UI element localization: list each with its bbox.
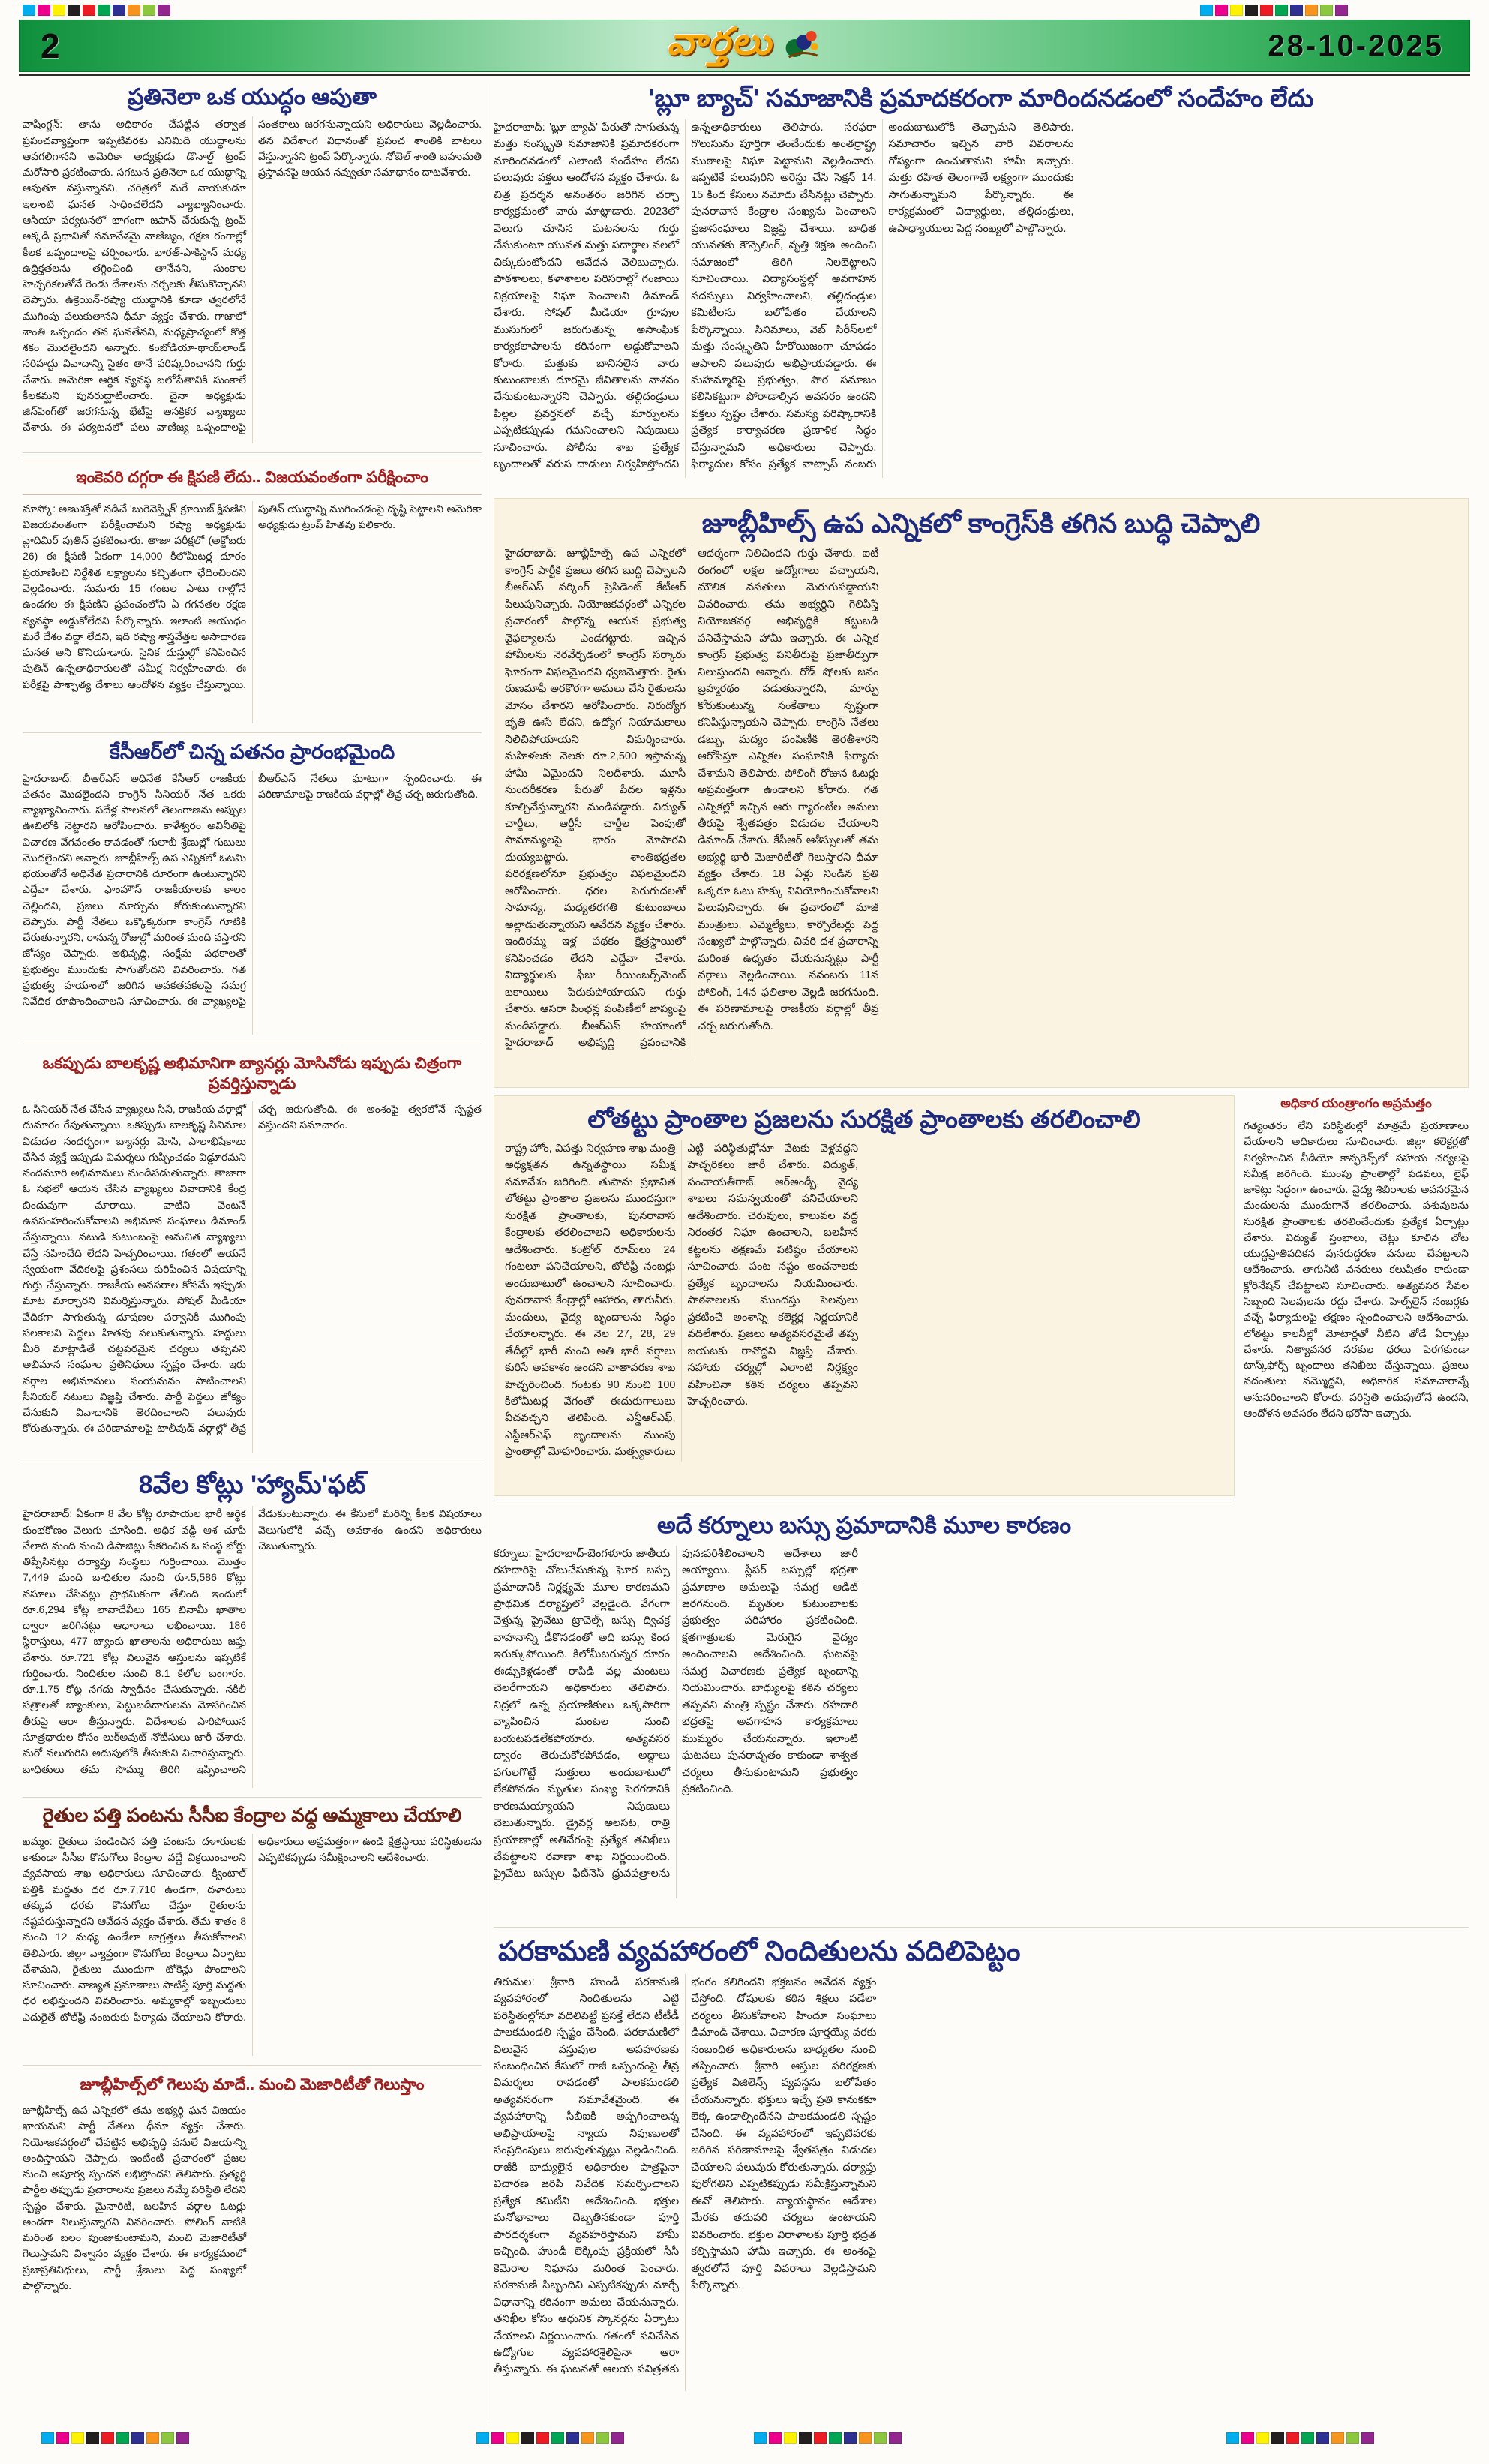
article-body: రాష్ట్ర హోం, విపత్తు నిర్వహణ శాఖ మంత్రి అధ్యక్షతన ఉన్నతస్థాయి సమీక్ష సమావేశం జరిగింది. తుపాను ప్రభావిత లోతట్టు ప్రాంతాల ప్రజలను ముందస్తుగా సురక్షిత ప్రాంతాలకు, పునరావాస కేంద్రాలకు తరలించాలని అధికారులను ఆదేశించారు. కంట్రోల్ రూమ్‌లు 24 గంటలూ పనిచేయాలని, టోల్‌ఫ్రీ నంబర్లు అందుబాటులో ఉంచాలని సూచించారు. పునరావాస కేంద్రాల్లో ఆహారం, తాగునీరు, మందులు, వైద్య బృందాలను సిద్ధం చేయాలన్నారు. ఈ నెల 27, 28, 29 తేదీల్లో భారీ నుంచి అతి భారీ వర్షాలు కురిసే అవకాశం ఉందని వాతావరణ శాఖ హెచ్చరించింది. గంటకు 90 నుంచి 100 కిలోమీటర్ల వేగంతో ఈదురుగాలులు వీచవచ్చని తెలిపింది. ఎన్డీఆర్ఎఫ్, ఎస్డీఆర్ఎఫ్ బృందాలను ముంపు ప్రాంతాల్లో మోహరించారు. మత్స్యకారులు ఎట్టి పరిస్థితుల్లోనూ వేటకు వెళ్లవద్దని హెచ్చరికలు జారీ చేశారు. విద్యుత్, పంచాయతీరాజ్, ఆర్అండ్బీ, వైద్య శాఖలు సమన్వయంతో పనిచేయాలని ఆదేశించారు. చెరువులు, కాలువల వద్ద నిరంతర నిఘా ఉంచాలని, బలహీన కట్టలను తక్షణమే పటిష్ఠం చేయాలని సూచించారు. పంట నష్టం అంచనాలకు ప్రత్యేక బృందాలను నియమించారు. పాఠశాలలకు ముందస్తు సెలవులు ప్రకటించే అంశాన్ని కలెక్టర్ల నిర్ణయానికి వదిలేశారు. ప్రజలు అత్యవసరమైతే తప్ప బయటకు రావొద్దని విజ్ఞప్తి చేశారు. సహాయ చర్యల్లో ఎలాంటి నిర్లక్ష్యం వహించినా కఠిన చర్యలు తప్పవని హెచ్చరించారు. bbox=[505, 1142, 858, 1459]
headline-cotton: రైతుల పత్తి పంటను సీసీఐ కేంద్రాల వద్ద అమ్మకాలు చేయాలి bbox=[42, 1805, 462, 1827]
registration-marks-bottom-1 bbox=[41, 2432, 189, 2444]
subhead-fan: ఒకప్పుడు బాలకృష్ణ అభిమానిగా బ్యానర్లు మోసినోడు ఇప్పుడు చిత్రంగా ప్రవర్తిస్తున్నాడు bbox=[42, 1054, 462, 1092]
page-number: 2 bbox=[41, 26, 60, 65]
article-war bbox=[23, 84, 482, 443]
left-column bbox=[23, 84, 482, 2425]
registration-marks-bottom-3 bbox=[754, 2432, 902, 2444]
article-jubilee-win bbox=[23, 2065, 482, 2299]
registration-marks-bottom-4 bbox=[1226, 2432, 1374, 2444]
subhead-jubilee-win: జూబ్లీహిల్స్‌లో గెలుపు మాదే.. మంచి మెజారిటీతో గెలుస్తాం bbox=[80, 2075, 425, 2093]
article-body: హైదరాబాద్: జూబ్లీహిల్స్ ఉప ఎన్నికలో కాంగ్రెస్ పార్టీకి ప్రజలు తగిన బుద్ధి చెప్పాలని బీఆర్ఎస్ వర్కింగ్ ప్రెసిడెంట్ కేటీఆర్ పిలుపునిచ్చారు. నియోజకవర్గంలో ఎన్నికల ప్రచారంలో పాల్గొన్న ఆయన ప్రభుత్వ వైఫల్యాలను ఎండగట్టారు. ఇచ్చిన హామీలను నెరవేర్చడంలో కాంగ్రెస్ సర్కారు ఘోరంగా విఫలమైందని ధ్వజమెత్తారు. రైతు రుణమాఫీ అరకొరగా అమలు చేసి రైతులను మోసం చేశారని ఆరోపించారు. నిరుద్యోగ భృతి ఊసే లేదని, ఉద్యోగ నియామకాలు నిలిచిపోయాయని విమర్శించారు. మహిళలకు నెలకు రూ.2,500 ఇస్తామన్న హామీ ఏమైందని నిలదీశారు. మూసీ సుందరీకరణ పేరుతో పేదల ఇళ్లను కూల్చివేస్తున్నారని మండిపడ్డారు. విద్యుత్ చార్జీలు, ఆర్టీసీ చార్జీల పెంపుతో సామాన్యులపై భారం మోపారని దుయ్యబట్టారు. శాంతిభద్రతల పరిరక్షణలోనూ ప్రభుత్వం విఫలమైందని ఆరోపించారు. ధరల పెరుగుదలతో సామాన్య, మధ్యతరగతి కుటుంబాలు అల్లాడుతున్నాయని ఆవేదన వ్యక్తం చేశారు. ఇందిరమ్మ ఇళ్ల పథకం క్షేత్రస్థాయిలో కనిపించడం లేదని ఎద్దేవా చేశారు. విద్యార్థులకు ఫీజు రీయింబర్స్‌మెంట్ బకాయిలు పేరుకుపోయాయని గుర్తు చేశారు. ఆసరా పింఛన్ల పంపిణీలో జాప్యంపై మండిపడ్డారు. బీఆర్ఎస్ హయాంలో హైదరాబాద్ అభివృద్ధి ప్రపంచానికి ఆదర్శంగా నిలిచిందని గుర్తు చేశారు. ఐటీ రంగంలో లక్షల ఉద్యోగాలు వచ్చాయని, మౌలిక వసతులు మెరుగుపడ్డాయని వివరించారు. తమ అభ్యర్థిని గెలిపిస్తే నియోజకవర్గ అభివృద్ధికి కట్టుబడి పనిచేస్తామని హామీ ఇచ్చారు. ఈ ఎన్నిక కాంగ్రెస్ ప్రభుత్వ పనితీరుపై ప్రజాతీర్పుగా నిలుస్తుందని అన్నారు. రోడ్ షోలకు జనం బ్రహ్మరథం పడుతున్నారని, మార్పు కోరుకుంటున్న సంకేతాలు స్పష్టంగా కనిపిస్తున్నాయని చెప్పారు. కాంగ్రెస్ నేతలు డబ్బు, మద్యం పంపిణీకి తెరతీశారని ఆరోపిస్తూ ఎన్నికల సంఘానికి ఫిర్యాదు చేశామని తెలిపారు. పోలింగ్ రోజున ఓటర్లు అప్రమత్తంగా ఉండాలని కోరారు. గత ఎన్నికల్లో ఇచ్చిన ఆరు గ్యారంటీల అమలు తీరుపై శ్వేతపత్రం విడుదల చేయాలని డిమాండ్ చేశారు. కేసీఆర్ ఆశీస్సులతో తమ అభ్యర్థి భారీ మెజారిటీతో గెలుస్తారని ధీమా వ్యక్తం చేశారు. 18 ఏళ్లు నిండిన ప్రతి ఒక్కరూ ఓటు హక్కు వినియోగించుకోవాలని పిలుపునిచ్చారు. ఈ ప్రచారంలో మాజీ మంత్రులు, ఎమ్మెల్యేలు, కార్పొరేటర్లు పెద్ద సంఖ్యలో పాల్గొన్నారు. చివరి దశ ప్రచారాన్ని మరింత ఉధృతం చేయనున్నట్లు పార్టీ వర్గాలు వెల్లడించాయి. నవంబరు 11న పోలింగ్, 14న ఫలితాల వెల్లడి జరగనుంది. ఈ పరిణామాలపై రాజకీయ వర్గాల్లో తీవ్ర చర్చ జరుగుతోంది. bbox=[505, 548, 879, 1050]
article-body: హైదరాబాద్: బీఆర్ఎస్ అధినేత కేసీఆర్ రాజకీయ పతనం మొదలైందని కాంగ్రెస్ సీనియర్ నేత ఒకరు వ్యాఖ్యానించారు. పదేళ్ల పాలనలో తెలంగాణను అప్పుల ఊబిలోకి నెట్టారని ఆరోపించారు. కాళేశ్వరం అవినీతిపై విచారణ వేగవంతం కావడంతో గులాబీ శ్రేణుల్లో గుబులు మొదలైందని అన్నారు. జూబ్లీహిల్స్ ఉప ఎన్నికలో ఓటమి భయంతోనే అధినేత ప్రచారానికి దూరంగా ఉంటున్నారని ఎద్దేవా చేశారు. ఫాంహౌస్ రాజకీయాలకు కాలం చెల్లిందని, ప్రజలు మార్పును కోరుకుంటున్నారని చెప్పారు. పార్టీ నేతలు ఒక్కొక్కరుగా కాంగ్రెస్ గూటికి చేరుతున్నారని, రానున్న రోజుల్లో మరింత మంది వస్తారని జోస్యం చెప్పారు. అభివృద్ధి, సంక్షేమ పథకాలతో ప్రభుత్వం ముందుకు సాగుతోందని వివరించారు. గత ప్రభుత్వ హయాంలో జరిగిన అవకతవకలపై సమగ్ర నివేదిక రూపొందించాలని సూచించారు. ఈ వ్యాఖ్యలపై బీఆర్ఎస్ నేతలు ఘాటుగా స్పందించారు. ఈ పరిణామాలపై రాజకీయ వర్గాల్లో తీవ్ర చర్చ జరుగుతోంది. bbox=[23, 771, 482, 1008]
article-body: వాషింగ్టన్: తాను అధికారం చేపట్టిన తర్వాత ప్రపంచవ్యాప్తంగా ఇప్పటివరకు ఎనిమిది యుద్ధాలను ఆపగలిగానని అమెరికా అధ్యక్షుడు డొనాల్డ్ ట్రంప్ మరోసారి ప్రకటించారు. సగటున ప్రతినెలా ఒక యుద్ధాన్ని ఆపుతూ వస్తున్నానని, చరిత్రలో మరే నాయకుడూ ఇలాంటి ఘనత సాధించలేదని వ్యాఖ్యానించారు. ఆసియా పర్యటనలో భాగంగా జపాన్ చేరుకున్న ట్రంప్ అక్కడి ప్రధానితో సమావేశమై వాణిజ్యం, రక్షణ రంగాల్లో కీలక ఒప్పందాలపై చర్చించారు. భారత్-పాకిస్థాన్ మధ్య ఉద్రిక్తతలను తగ్గించింది తానేనని, సుంకాల హెచ్చరికలతోనే రెండు దేశాలను చర్చలకు తీసుకొచ్చానని చెప్పారు. ఉక్రెయిన్-రష్యా యుద్ధానికి కూడా త్వరలోనే ముగింపు పలుకుతానని ధీమా వ్యక్తం చేశారు. గాజాలో శాంతి ఒప్పందం తన ఘనతేనని, మధ్యప్రాచ్యంలో కొత్త శకం మొదలైందని అన్నారు. కంబోడియా-థాయ్‌లాండ్ సరిహద్దు వివాదాన్ని సైతం తానే పరిష్కరించానని గుర్తు చేశారు. అమెరికా ఆర్థిక వ్యవస్థ బలోపేతానికి సుంకాలే కీలకమని పునరుద్ఘాటించారు. చైనా అధ్యక్షుడు జిన్‌పింగ్‌తో జరగనున్న భేటీపై ఆసక్తికర వ్యాఖ్యలు చేశారు. ఈ పర్యటనలో పలు వాణిజ్య ఒప్పందాలపై సంతకాలు జరగనున్నాయని అధికారులు వెల్లడించారు. తన విదేశాంగ విధానంతో ప్రపంచ శాంతికి బాటలు వేస్తున్నానని ట్రంప్ పేర్కొన్నారు. నోబెల్ శాంతి బహుమతి ప్రస్తావనపై ఆయన నవ్వుతూ సమాధానం దాటవేశారు. bbox=[23, 118, 482, 434]
article-scam bbox=[23, 1462, 482, 1788]
side-rail-column bbox=[1244, 1095, 1469, 1916]
headline-blue-batch: 'బ్లూ బ్యాచ్' సమాజానికి ప్రమాదకరంగా మారిందనడంలో సందేహం లేదు bbox=[648, 84, 1314, 112]
article-body: మాస్కో: అణుశక్తితో నడిచే 'బురెవెస్త్నిక్' క్రూయిజ్ క్షిపణిని విజయవంతంగా పరీక్షించామని రష్యా అధ్యక్షుడు వ్లాదిమిర్ పుతిన్ ప్రకటించారు. తాజా పరీక్షలో (అక్టోబరు 26) ఈ క్షిపణి ఏకంగా 14,000 కిలోమీటర్ల దూరం ప్రయాణించి నిర్దేశిత లక్ష్యాలను కచ్చితంగా ఛేదించిందని వెల్లడించారు. సుమారు 15 గంటల పాటు గాల్లోనే ఉండగల ఈ క్షిపణిని ప్రపంచంలోని ఏ గగనతల రక్షణ వ్యవస్థా అడ్డుకోలేదని పేర్కొన్నారు. ఇలాంటి ఆయుధం మరే దేశం వద్దా లేదని, ఇది రష్యా శాస్త్రవేత్తల అసాధారణ ఘనత అని కొనియాడారు. సైనిక దుస్తుల్లో కనిపించిన పుతిన్ ఉన్నతాధికారులతో సమీక్ష నిర్వహించారు. ఈ పరీక్షపై పాశ్చాత్య దేశాలు ఆందోళన వ్యక్తం చేస్తున్నాయి. పుతిన్ యుద్ధాన్ని ముగించడంపై దృష్టి పెట్టాలని అమెరికా అధ్యక్షుడు ట్రంప్ హితవు పలికారు. bbox=[23, 502, 482, 690]
headline-war: ప్రతినెలా ఒక యుద్ధం ఆపుతా bbox=[128, 85, 377, 110]
article-lowland bbox=[494, 1095, 1235, 1496]
registration-marks-top-right bbox=[1200, 5, 1348, 16]
article-kcr bbox=[23, 732, 482, 1035]
article-kurnool bbox=[494, 1504, 1235, 1919]
subhead-rail: అధికార యంత్రాంగం అప్రమత్తం bbox=[1280, 1096, 1432, 1110]
headline-scam: 8వేల కోట్లు 'హ్యామ్'ఫట్ bbox=[138, 1471, 366, 1500]
subhead-missile: ఇంకెవరి దగ్గరా ఈ క్షిపణి లేదు.. విజయవంతంగా పరీక్షించాం bbox=[23, 461, 482, 494]
article-cotton bbox=[23, 1797, 482, 2056]
article-blue-batch bbox=[494, 84, 1469, 491]
headline-parakamani: పరకామణి వ్యవహారంలో నిందితులను వదిలిపెట్టం bbox=[498, 1936, 1021, 1967]
article-jubilee-bypoll bbox=[494, 498, 1469, 1088]
article-parakamani bbox=[494, 1927, 1469, 2416]
issue-date: 28-10-2025 bbox=[1268, 29, 1444, 62]
headline-kurnool: అదే కర్నూలు బస్సు ప్రమాదానికి మూల కారణం bbox=[656, 1512, 1072, 1538]
article-body: గత్యంతరం లేని పరిస్థితుల్లో మాత్రమే ప్రయాణాలు చేయాలని అధికారులు సూచించారు. జిల్లా కలెక్టర్లతో నిర్వహించిన వీడియో కాన్ఫరెన్స్‌లో సహాయ చర్యలపై సమీక్ష జరిగింది. ముంపు ప్రాంతాల్లో పడవలు, లైఫ్ జాకెట్లు సిద్ధంగా ఉంచారు. వైద్య శిబిరాలకు అవసరమైన మందులను ముందుగానే తరలించారు. పశువులను సురక్షిత ప్రాంతాలకు తరలించేందుకు ప్రత్యేక ఏర్పాట్లు చేశారు. విద్యుత్ స్తంభాలు, చెట్లు కూలిన చోట యుద్ధప్రాతిపదికన పునరుద్ధరణ పనులు చేపట్టాలని ఆదేశించారు. తాగునీటి వనరులు కలుషితం కాకుండా క్లోరినేషన్ చేపట్టాలని సూచించారు. అత్యవసర సేవల సిబ్బంది సెలవులను రద్దు చేశారు. హెల్ప్‌లైన్ నంబర్లకు వచ్చే ఫిర్యాదులపై తక్షణం స్పందించాలని ఆదేశించారు. లోతట్టు కాలనీల్లో మోటార్లతో నీటిని తోడే ఏర్పాట్లు చేశారు. నిత్యావసర సరకుల ధరలు పెరగకుండా టాస్క్‌ఫోర్స్ బృందాలు తనిఖీలు చేస్తున్నాయి. ప్రజలు వదంతులు నమ్మొద్దని, అధికారిక సమాచారాన్నే అనుసరించాలని కోరారు. పరిస్థితి అదుపులోనే ఉందని, ఆందోళన అవసరం లేదని భరోసా ఇచ్చారు. bbox=[1244, 1119, 1469, 1419]
masthead-bird-icon bbox=[782, 27, 822, 65]
article-missile bbox=[23, 452, 482, 723]
masthead bbox=[667, 20, 822, 73]
article-body: హైదరాబాద్: ఏకంగా 8 వేల కోట్ల రూపాయల భారీ ఆర్థిక కుంభకోణం వెలుగు చూసింది. అధిక వడ్డీ ఆశ చూపి వేలాది మంది నుంచి డిపాజిట్లు సేకరించిన ఓ సంస్థ బోర్డు తిప్పేసినట్లు దర్యాప్తు సంస్థలు గుర్తించాయి. మొత్తం 7,449 మంది బాధితుల నుంచి రూ.5,586 కోట్లు వసూలు చేసినట్లు ప్రాథమికంగా తేలింది. ఇందులో రూ.6,294 కోట్ల లావాదేవీలు 165 బినామీ ఖాతాల ద్వారా జరిగినట్లు ఆధారాలు లభించాయి. 186 స్థిరాస్తులు, 477 బ్యాంకు ఖాతాలను అధికారులు జప్తు చేశారు. రూ.721 కోట్ల విలువైన ఆస్తులను ఇప్పటికే గుర్తించారు. నిందితుల నుంచి 8.1 కిలోల బంగారం, రూ.1.75 కోట్ల నగదు స్వాధీనం చేసుకున్నారు. నకిలీ పత్రాలతో బ్యాంకులు, పెట్టుబడిదారులను మోసగించిన తీరుపై ఆరా తీస్తున్నారు. విదేశాలకు పారిపోయిన సూత్రధారుల కోసం లుక్అవుట్ నోటీసులు జారీ చేశారు. మరో నలుగురిని అదుపులోకి తీసుకుని విచారిస్తున్నారు. బాధితులు తమ సొమ్ము తిరిగి ఇప్పించాలని వేడుకుంటున్నారు. ఈ కేసులో మరిన్ని కీలక విషయాలు వెలుగులోకి వచ్చే అవకాశం ఉందని అధికారులు చెబుతున్నారు. bbox=[23, 1507, 482, 1775]
article-body: తిరుమల: శ్రీవారి హుండీ పరకామణి వ్యవహారంలో నిందితులను ఎట్టి పరిస్థితుల్లోనూ వదిలిపెట్టే ప్రసక్తే లేదని టీటీడీ పాలకమండలి స్పష్టం చేసింది. పరకామణిలో విలువైన వస్తువుల అపహరణకు సంబంధించిన కేసులో రాజీ ఒప్పందంపై తీవ్ర విమర్శలు రావడంతో పాలకమండలి అత్యవసరంగా సమావేశమైంది. ఈ వ్యవహారాన్ని సీబీఐకి అప్పగించాలన్న అభిప్రాయాలపై న్యాయ నిపుణులతో సంప్రదింపులు జరుపుతున్నట్లు వెల్లడించింది. రాజీకి బాధ్యులైన అధికారుల పాత్రపైనా విచారణ జరిపి నివేదిక సమర్పించాలని ప్రత్యేక కమిటీని ఆదేశించింది. భక్తుల మనోభావాలు దెబ్బతినకుండా పూర్తి పారదర్శకంగా వ్యవహరిస్తామని హామీ ఇచ్చింది. హుండీ లెక్కింపు ప్రక్రియలో సీసీ కెమెరాల నిఘాను మరింత పెంచారు. పరకామణి సిబ్బందిని ఎప్పటికప్పుడు మార్చే విధానాన్ని కఠినంగా అమలు చేయనున్నారు. తనిఖీల కోసం ఆధునిక స్కానర్లను ఏర్పాటు చేయాలని నిర్ణయించారు. గతంలో పనిచేసిన ఉద్యోగుల వ్యవహారశైలిపైనా ఆరా తీస్తున్నారు. ఈ ఘటనతో ఆలయ పవిత్రతకు భంగం కలిగిందని భక్తజనం ఆవేదన వ్యక్తం చేస్తోంది. దోషులకు కఠిన శిక్షలు పడేలా చర్యలు తీసుకోవాలని హిందూ సంఘాలు డిమాండ్ చేశాయి. విచారణ పూర్తయ్యే వరకు సంబంధిత అధికారులను బాధ్యతల నుంచి తప్పించారు. శ్రీవారి ఆస్తుల పరిరక్షణకు ప్రత్యేక విజిలెన్స్ వ్యవస్థను బలోపేతం చేయనున్నారు. భక్తులు ఇచ్చే ప్రతి కానుకకూ లెక్క ఉండాల్సిందేనని పాలకమండలి స్పష్టం చేసింది. ఈ వ్యవహారంలో ఇప్పటివరకు జరిగిన పరిణామాలపై శ్వేతపత్రం విడుదల చేయాలని పలువురు కోరుతున్నారు. దర్యాప్తు పురోగతిని ఎప్పటికప్పుడు సమీక్షిస్తున్నామని ఈవో తెలిపారు. న్యాయస్థానం ఆదేశాల మేరకు తదుపరి చర్యలు ఉంటాయని వివరించారు. భక్తుల విరాళాలకు పూర్తి భద్రత కల్పిస్తామని హామీ ఇచ్చారు. ఈ అంశంపై త్వరలోనే పూర్తి వివరాలు వెల్లడిస్తామని పేర్కొన్నారు. bbox=[494, 1976, 877, 2376]
article-body: హైదరాబాద్: 'బ్లూ బ్యాచ్' పేరుతో సాగుతున్న మత్తు సంస్కృతి సమాజానికి ప్రమాదకరంగా మారిందనడంలో ఎలాంటి సందేహం లేదని పలువురు వక్తలు ఆందోళన వ్యక్తం చేశారు. ఓ చిత్ర ప్రదర్శన అనంతరం జరిగిన చర్చా కార్యక్రమంలో వారు మాట్లాడారు. 2023లో వెలుగు చూసిన ఘటనలను గుర్తు చేసుకుంటూ యువత మత్తు పదార్థాల వలలో చిక్కుకుంటోందని ఆవేదన వెలిబుచ్చారు. పాఠశాలలు, కళాశాలల పరిసరాల్లో గంజాయి విక్రయాలపై నిఘా పెంచాలని డిమాండ్ చేశారు. సోషల్ మీడియా గ్రూపుల ముసుగులో జరుగుతున్న అసాంఘిక కార్యకలాపాలను కఠినంగా అడ్డుకోవాలని కోరారు. మత్తుకు బానిసలైన వారు కుటుంబాలకు దూరమై జీవితాలను నాశనం చేసుకుంటున్నారని చెప్పారు. తల్లిదండ్రులు పిల్లల ప్రవర్తనలో వచ్చే మార్పులను ఎప్పటికప్పుడు గమనించాలని నిపుణులు సూచించారు. పోలీసు శాఖ ప్రత్యేక బృందాలతో వరుస దాడులు నిర్వహిస్తోందని ఉన్నతాధికారులు తెలిపారు. సరఫరా గొలుసును పూర్తిగా తెంచేందుకు అంతర్రాష్ట్ర ముఠాలపై నిఘా పెట్టామని వెల్లడించారు. ఇప్పటికే పలువురిని అరెస్టు చేసి సెక్షన్ 14, 15 కింద కేసులు నమోదు చేసినట్లు చెప్పారు. పునరావాస కేంద్రాల సంఖ్యను పెంచాలని ప్రజాసంఘాలు విజ్ఞప్తి చేశాయి. బాధిత యువతకు కౌన్సెలింగ్, వృత్తి శిక్షణ అందించి సమాజంలో తిరిగి నిలబెట్టాలని సూచించాయి. విద్యాసంస్థల్లో అవగాహన సదస్సులు నిర్వహించాలని, తల్లిదండ్రుల కమిటీలను బలోపేతం చేయాలని పేర్కొన్నాయి. సినిమాలు, వెబ్ సిరీస్‌లలో మత్తు సంస్కృతిని హీరోయిజంగా చూపడం ఆపాలని పలువురు అభిప్రాయపడ్డారు. ఈ మహమ్మారిపై ప్రభుత్వం, పౌర సమాజం కలిసికట్టుగా పోరాడాల్సిన అవసరం ఉందని వక్తలు స్పష్టం చేశారు. సమస్య పరిష్కారానికి ప్రత్యేక కార్యాచరణ ప్రణాళిక సిద్ధం చేస్తున్నామని అధికారులు చెప్పారు. ఫిర్యాదుల కోసం ప్రత్యేక వాట్సాప్ నంబరు అందుబాటులోకి తెచ్చామని తెలిపారు. సమాచారం ఇచ్చిన వారి వివరాలను గోప్యంగా ఉంచుతామని హామీ ఇచ్చారు. మత్తు రహిత తెలంగాణే లక్ష్యంగా ముందుకు సాగుతున్నామని పేర్కొన్నారు. ఈ కార్యక్రమంలో విద్యార్థులు, తల్లిదండ్రులు, ఉపాధ్యాయులు పెద్ద సంఖ్యలో పాల్గొన్నారు. bbox=[494, 121, 1074, 471]
registration-marks-top-left bbox=[23, 5, 170, 16]
header-rule bbox=[19, 74, 1470, 76]
article-body: కర్నూలు: హైదరాబాద్-బెంగళూరు జాతీయ రహదారిపై చోటుచేసుకున్న ఘోర బస్సు ప్రమాదానికి నిర్లక్ష్యమే మూల కారణమని ప్రాథమిక దర్యాప్తులో వెల్లడైంది. వేగంగా వెళ్తున్న ప్రైవేటు ట్రావెల్స్ బస్సు ద్విచక్ర వాహనాన్ని ఢీకొనడంతో అది బస్సు కింద ఇరుక్కుపోయింది. కిలోమీటరున్నర దూరం ఈడ్చుకెళ్లడంతో రాపిడి వల్ల మంటలు చెలరేగాయని అధికారులు తెలిపారు. నిద్రలో ఉన్న ప్రయాణికులు ఒక్కసారిగా వ్యాపించిన మంటల నుంచి బయటపడలేకపోయారు. అత్యవసర ద్వారం తెరుచుకోకపోవడం, అద్దాలు పగులగొట్టే సుత్తులు అందుబాటులో లేకపోవడం మృతుల సంఖ్య పెరగడానికి కారణమయ్యాయని నిపుణులు చెబుతున్నారు. డ్రైవర్ల అలసట, రాత్రి ప్రయాణాల్లో అతివేగంపై ప్రత్యేక తనిఖీలు చేపట్టాలని రవాణా శాఖ నిర్ణయించింది. ప్రైవేటు బస్సుల ఫిట్‌నెస్ ధ్రువపత్రాలను పునఃపరిశీలించాలని ఆదేశాలు జారీ అయ్యాయి. స్లీపర్ బస్సుల్లో భద్రతా ప్రమాణాల అమలుపై సమగ్ర ఆడిట్ జరగనుంది. మృతుల కుటుంబాలకు ప్రభుత్వం పరిహారం ప్రకటించింది. క్షతగాత్రులకు మెరుగైన వైద్యం అందించాలని ఆదేశించింది. ఘటనపై సమగ్ర విచారణకు ప్రత్యేక బృందాన్ని నియమించారు. బాధ్యులపై కఠిన చర్యలు తప్పవని మంత్రి స్పష్టం చేశారు. రహదారి భద్రతపై అవగాహన కార్యక్రమాలు ముమ్మరం చేయనున్నారు. ఇలాంటి ఘటనలు పునరావృతం కాకుండా శాశ్వత చర్యలు తీసుకుంటామని ప్రభుత్వం ప్రకటించింది. bbox=[494, 1547, 858, 1880]
masthead-bar bbox=[19, 20, 1470, 72]
masthead-title: వార్తలు bbox=[667, 20, 773, 62]
article-body: ఓ సీనియర్ నేత చేసిన వ్యాఖ్యలు సినీ, రాజకీయ వర్గాల్లో దుమారం రేపుతున్నాయి. ఒకప్పుడు బాలకృష్ణ సినిమాల విడుదల సందర్భంగా బ్యానర్లు మోసి, పాలాభిషేకాలు చేసిన వ్యక్తే ఇప్పుడు విమర్శలు గుప్పించడం విడ్డూరమని నందమూరి అభిమానులు మండిపడుతున్నారు. తాజాగా ఓ సభలో ఆయన చేసిన వ్యాఖ్యలు వివాదానికి కేంద్ర బిందువుగా మారాయి. వాటిని వెంటనే ఉపసంహరించుకోవాలని అభిమాన సంఘాలు డిమాండ్ చేస్తున్నాయి. నటుడి కుటుంబంపై అనుచిత వ్యాఖ్యలు చేస్తే సహించేది లేదని హెచ్చరించాయి. గతంలో ఆయనే స్వయంగా వేదికలపై ప్రశంసలు కురిపించిన విషయాన్ని గుర్తు చేస్తున్నారు. రాజకీయ అవసరాల కోసమే ఇప్పుడు మాట మార్చారని విమర్శిస్తున్నారు. సోషల్ మీడియా వేదికగా సాగుతున్న దూషణల పర్వానికి ముగింపు పలకాలని పెద్దలు హితవు పలుకుతున్నారు. హద్దులు మీరి మాట్లాడితే చట్టపరమైన చర్యలు తప్పవని అభిమాన సంఘాల ప్రతినిధులు స్పష్టం చేశారు. ఇరు వర్గాల అభిమానులు సంయమనం పాటించాలని సీనియర్ నటులు విజ్ఞప్తి చేశారు. పార్టీ పెద్దలు జోక్యం చేసుకుని వివాదానికి తెరదించాలని పలువురు కోరుతున్నారు. ఈ పరిణామాలపై టాలీవుడ్ వర్గాల్లో తీవ్ర చర్చ జరుగుతోంది. ఈ అంశంపై త్వరలోనే స్పష్టత వస్తుందని సమాచారం. bbox=[23, 1103, 482, 1435]
headline-jubilee-bypoll: జూబ్లీహిల్స్ ఉప ఎన్నికలో కాంగ్రెస్‌కి తగిన బుద్ధి చెప్పాలి bbox=[701, 508, 1261, 539]
registration-marks-bottom-2 bbox=[476, 2432, 624, 2444]
article-body: ఖమ్మం: రైతులు పండించిన పత్తి పంటను దళారులకు కాకుండా సీసీఐ కొనుగోలు కేంద్రాల వద్దే విక్రయించాలని వ్యవసాయ శాఖ అధికారులు సూచించారు. క్వింటాల్ పత్తికి మద్దతు ధర రూ.7,710 ఉండగా, దళారులు తక్కువ ధరకు కొనుగోలు చేస్తూ రైతులను నష్టపరుస్తున్నారని ఆవేదన వ్యక్తం చేశారు. తేమ శాతం 8 నుంచి 12 మధ్య ఉండేలా జాగ్రత్తలు తీసుకోవాలని తెలిపారు. జిల్లా వ్యాప్తంగా కొనుగోలు కేంద్రాలు ఏర్పాటు చేశామని, రైతులు ముందుగా టోకెన్లు పొందాలని సూచించారు. నాణ్యత ప్రమాణాలు పాటిస్తే పూర్తి మద్దతు ధర లభిస్తుందని వివరించారు. అమ్మకాల్లో ఇబ్బందులు ఎదురైతే టోల్‌ఫ్రీ నంబరుకు ఫిర్యాదు చేయాలని కోరారు. అధికారులు అప్రమత్తంగా ఉండి క్షేత్రస్థాయి పరిస్థితులను ఎప్పటికప్పుడు సమీక్షించాలని ఆదేశించారు. bbox=[23, 1834, 482, 2023]
headline-lowland: లోతట్టు ప్రాంతాల ప్రజలను సురక్షిత ప్రాంతాలకు తరలించాలి bbox=[587, 1105, 1141, 1133]
article-fan bbox=[23, 1044, 482, 1453]
headline-kcr: కేసీఆర్‌లో చిన్న పతనం ప్రారంభమైంది bbox=[109, 740, 395, 763]
article-body: జూబ్లీహిల్స్ ఉప ఎన్నికలో తమ అభ్యర్థి ఘన విజయం ఖాయమని పార్టీ నేతలు ధీమా వ్యక్తం చేశారు. నియోజకవర్గంలో చేపట్టిన అభివృద్ధి పనులే విజయాన్ని అందిస్తాయని చెప్పారు. ఇంటింటి ప్రచారంలో ప్రజల నుంచి అపూర్వ స్పందన లభిస్తోందని తెలిపారు. ప్రత్యర్థి పార్టీల తప్పుడు ప్రచారాలను ప్రజలు నమ్మే పరిస్థితి లేదని స్పష్టం చేశారు. మైనారిటీ, బలహీన వర్గాల ఓటర్లు అండగా నిలుస్తున్నారని వివరించారు. పోలింగ్ నాటికి మరింత బలం పుంజుకుంటామని, మంచి మెజారిటీతో గెలుస్తామని విశ్వాసం వ్యక్తం చేశారు. ఈ కార్యక్రమంలో ప్రజాప్రతినిధులు, పార్టీ శ్రేణులు పెద్ద సంఖ్యలో పాల్గొన్నారు. bbox=[23, 2104, 246, 2291]
